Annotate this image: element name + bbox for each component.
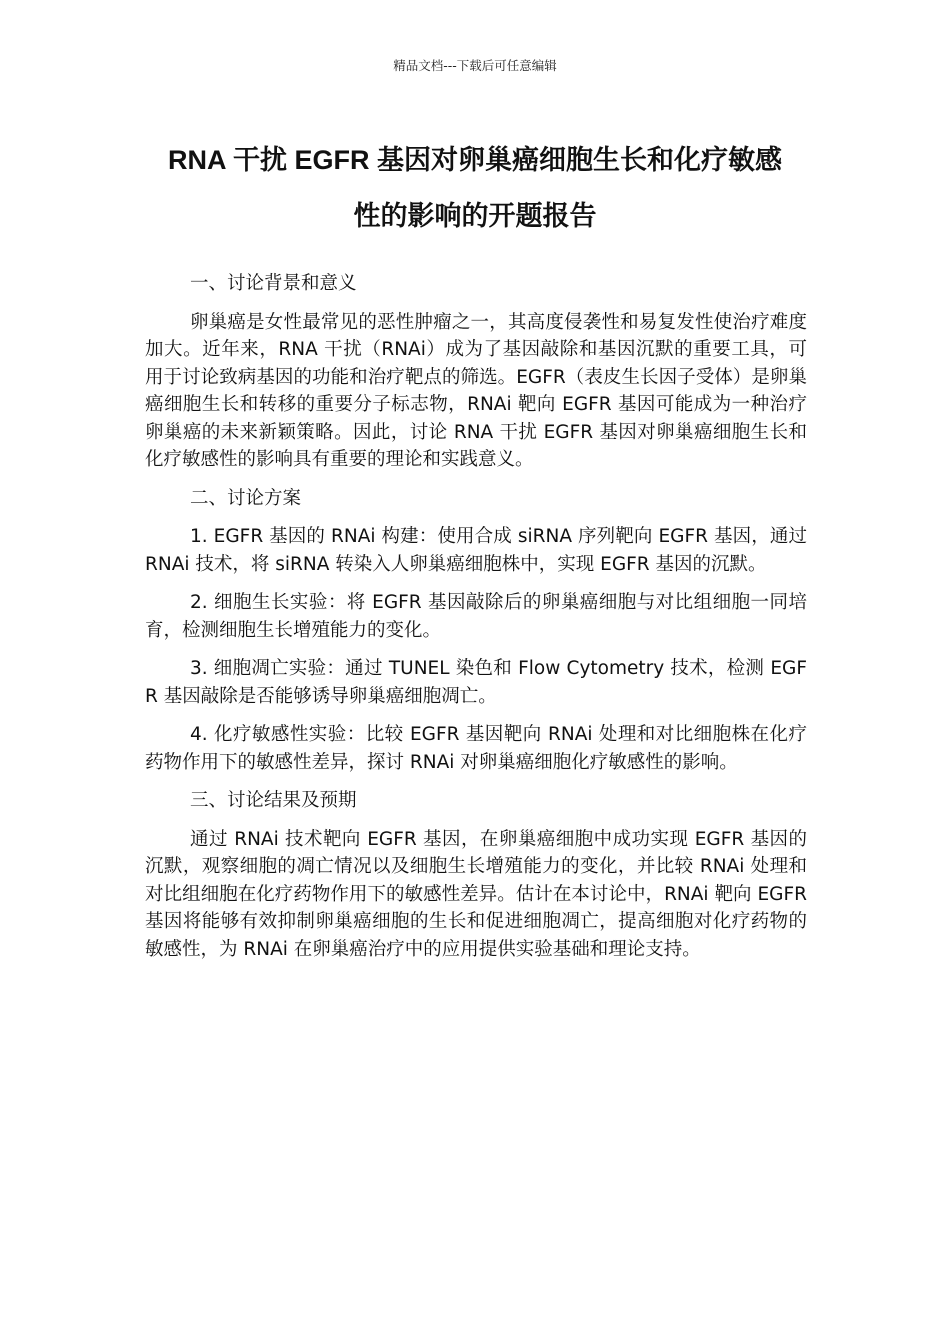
- plan-item-3: 3. 细胞凋亡实验：通过 TUNEL 染色和 Flow Cytometry 技术，检测 EGFR 基因敲除是否能够诱导卵巢癌细胞凋亡。: [145, 658, 807, 707]
- document-body: [145, 270, 807, 974]
- paragraph-background: 卵巢癌是女性最常见的恶性肿瘤之一，其高度侵袭性和易复发性使治疗难度加大。近年来，RNA 干扰（RNAi）成为了基因敲除和基因沉默的重要工具，可用于讨论致病基因的功能和治疗靶点的筛选。EGFR（表皮生长因子受体）是卵巢癌细胞生长和转移的重要分子标志物，RNAi 靶向 EGFR 基因可能成为一种治疗卵巢癌的未来新颖策略。因此，讨论 RNA 干扰 EGFR 基因对卵巢癌细胞生长和化疗敏感性的影响具有重要的理论和实践意义。: [145, 311, 807, 470]
- header-note: 精品文档---下载后可任意编辑: [393, 58, 557, 73]
- document-title: [140, 132, 810, 244]
- title-line-1: RNA 干扰 EGFR 基因对卵巢癌细胞生长和化疗敏感: [168, 145, 782, 175]
- title-line-2: 性的影响的开题报告: [353, 201, 597, 231]
- plan-item-1: 1. EGFR 基因的 RNAi 构建：使用合成 siRNA 序列靶向 EGFR 基因，通过 RNAi 技术，将 siRNA 转染入人卵巢癌细胞株中，实现 EGFR 基因的沉默。: [145, 526, 807, 575]
- paragraph-results: 通过 RNAi 技术靶向 EGFR 基因，在卵巢癌细胞中成功实现 EGFR 基因的沉默，观察细胞的凋亡情况以及细胞生长增殖能力的变化，并比较 RNAi 处理和对比组细胞在化疗药物作用下的敏感性差异。估计在本讨论中，RNAi 靶向 EGFR 基因将能够有效抑制卵巢癌细胞的生长和促进细胞凋亡，提高细胞对化疗药物的敏感性，为 RNAi 在卵巢癌治疗中的应用提供实验基础和理论支持。: [145, 828, 807, 960]
- plan-item-4: 4. 化疗敏感性实验：比较 EGFR 基因靶向 RNAi 处理和对比细胞株在化疗药物作用下的敏感性差异，探讨 RNAi 对卵巢癌细胞化疗敏感性的影响。: [145, 724, 807, 773]
- section-heading-plan: 二、讨论方案: [190, 487, 302, 509]
- section-heading-background: 一、讨论背景和意义: [190, 273, 357, 294]
- plan-item-2: 2. 细胞生长实验：将 EGFR 基因敲除后的卵巢癌细胞与对比组细胞一同培育，检测细胞生长增殖能力的变化。: [145, 592, 807, 641]
- section-heading-results: 三、讨论结果及预期: [190, 790, 357, 811]
